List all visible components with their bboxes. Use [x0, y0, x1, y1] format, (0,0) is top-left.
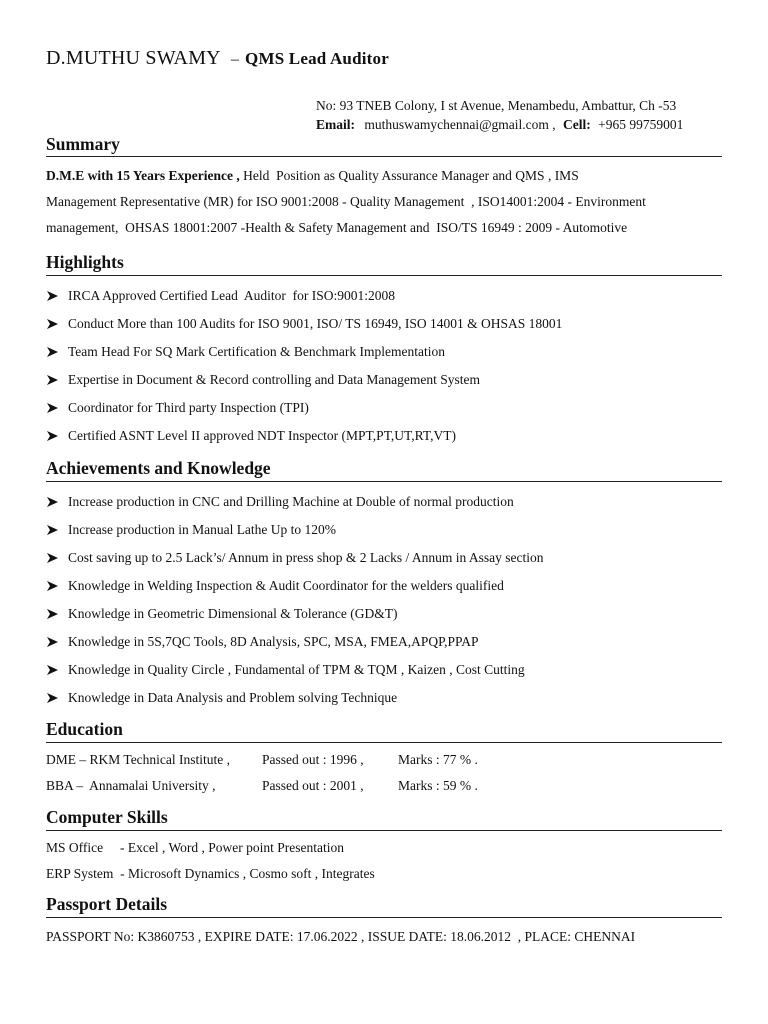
education-row [46, 752, 478, 768]
arrow-bullet-icon [46, 495, 60, 509]
summary-line-1 [46, 168, 579, 184]
contact-address: No: 93 TNEB Colony, I st Avenue, Menambedu, Ambattur, Ch -53 [316, 98, 677, 113]
computer-skill-line: MS Office - Excel , Word , Power point Presentation [46, 840, 344, 855]
cell-label: Cell: [563, 117, 591, 132]
email-value: muthuswamychennai@gmail.com , [364, 117, 556, 132]
summary-lead: D.M.E with 15 Years Experience , [46, 168, 240, 183]
passport-line: PASSPORT No: K3860753 , EXPIRE DATE: 17.06.2022 , ISSUE DATE: 18.06.2012 , PLACE: CHENNAI [46, 929, 636, 944]
summary-line-1-text: Held Position as Quality Assurance Manager and QMS , IMS [239, 168, 579, 183]
resume-header [46, 47, 389, 70]
achievements-divider [46, 481, 722, 482]
arrow-bullet-icon [46, 523, 60, 537]
summary-line-2: Management Representative (MR) for ISO 9001:2008 - Quality Management , ISO14001:2004 - Environment [46, 194, 646, 209]
job-role: QMS Lead Auditor [245, 49, 389, 68]
education-degree: BBA – Annamalai University , [46, 778, 216, 793]
arrow-bullet-icon [46, 691, 60, 705]
passport-heading: Passport Details [46, 894, 168, 914]
education-row [46, 778, 478, 794]
education-passed: Passed out : 2001 , [262, 778, 364, 793]
arrow-bullet-icon [46, 607, 60, 621]
computer-skill-line: ERP System - Microsoft Dynamics , Cosmo soft , Integrates [46, 866, 375, 881]
arrow-bullet-icon [46, 401, 60, 415]
contact-line [316, 115, 683, 134]
summary-divider [46, 156, 722, 157]
arrow-bullet-icon [46, 373, 60, 387]
candidate-name: D.MUTHU SWAMY [46, 47, 221, 69]
arrow-bullet-icon [46, 345, 60, 359]
arrow-bullet-icon [46, 289, 60, 303]
education-divider [46, 742, 722, 743]
education-marks: Marks : 59 % . [398, 778, 478, 793]
education-degree: DME – RKM Technical Institute , [46, 752, 231, 767]
summary-line-3: management, OHSAS 18001:2007 -Health & Safety Management and ISO/TS 16949 : 2009 - Automotive [46, 220, 628, 235]
arrow-bullet-icon [46, 429, 60, 443]
title-dash: – [230, 51, 240, 68]
arrow-bullet-icon [46, 635, 60, 649]
computer-skills-heading: Computer Skills [46, 807, 168, 827]
arrow-bullet-icon [46, 663, 60, 677]
arrow-bullet-icon [46, 551, 60, 565]
highlights-heading: Highlights [46, 252, 124, 272]
resume-page: D.MUTHU SWAMY – QMS Lead Auditor No: 93 TNEB Colony, I st Avenue, Menambedu, Ambattur, Ch -53 Email: muthuswamychennai@gmail.com , Cell: +965 99759001 Summary D.M.E with 15 Years Experience , Held Position as Quality Assurance Manager and QMS , IMS Management Representative (MR) for ISO 9001:2008 - Quality Management , ISO14001:2004 - Environment management, OHSAS 18001:2007 -Health & Safety Management and ISO/TS 16949 : 2009 - Automotive Highlights IRCA Approved Certified Lead Auditor for ISO:9001:2008 Conduct More than 100 Audits for ISO 9001, ISO/ TS 16949, ISO 14001 & OHSAS 18001 Team Head For SQ Mark Certification & Benchmark Implementation Expertise in Document & Record controlling and Data Management System Coordinator for Third party Inspection (TPI) Certified ASNT Level II approved NDT Inspector (MPT,PT,UT,RT,VT) Achievements and Knowledge Increase production in CNC and Drilling Machine at Double of normal production Increase production in Manual Lathe Up to 120% Cost saving up to 2.5 Lack’s/ Annum in press shop & 2 Lacks / Annum in Assay section Knowledge in Welding Inspection & Audit Coordinator for the welders qualified Knowledge in Geometric Dimensional & Tolerance (GD&T) Knowledge in 5S,7QC Tools, 8D Analysis, SPC, MSA, FMEA,APQP,PPAP Knowledge in Quality Circle , Fundamental of TPM & TQM , Kaizen , Cost Cutting Knowledge in Data Analysis and Problem solving Technique Education DME – RKM Technical Institute , Passed out : 1996 , Marks : 77 % . BBA – Annamalai University , Passed out : 2001 , Marks : 59 % . Computer Skills MS Office - Excel , Word , Power point Presentation ERP System - Microsoft Dynamics , Cosmo soft , Integrates Passport Details PASSPORT No: K3860753 , EXPIRE DATE: 17.06.2022 , ISSUE DATE: 18.06.2012 , PLACE: CHENNAI [0, 0, 768, 1024]
education-marks: Marks : 77 % . [398, 752, 478, 767]
passport-divider [46, 917, 722, 918]
arrow-bullet-icon [46, 317, 60, 331]
email-label: Email: [316, 117, 355, 132]
cell-value: +965 99759001 [598, 117, 684, 132]
computer-skills-divider [46, 830, 722, 831]
arrow-bullet-icon [46, 579, 60, 593]
education-passed: Passed out : 1996 , [262, 752, 364, 767]
summary-heading: Summary [46, 134, 120, 154]
highlights-divider [46, 275, 722, 276]
education-heading: Education [46, 719, 123, 739]
achievements-heading: Achievements and Knowledge [46, 458, 271, 478]
